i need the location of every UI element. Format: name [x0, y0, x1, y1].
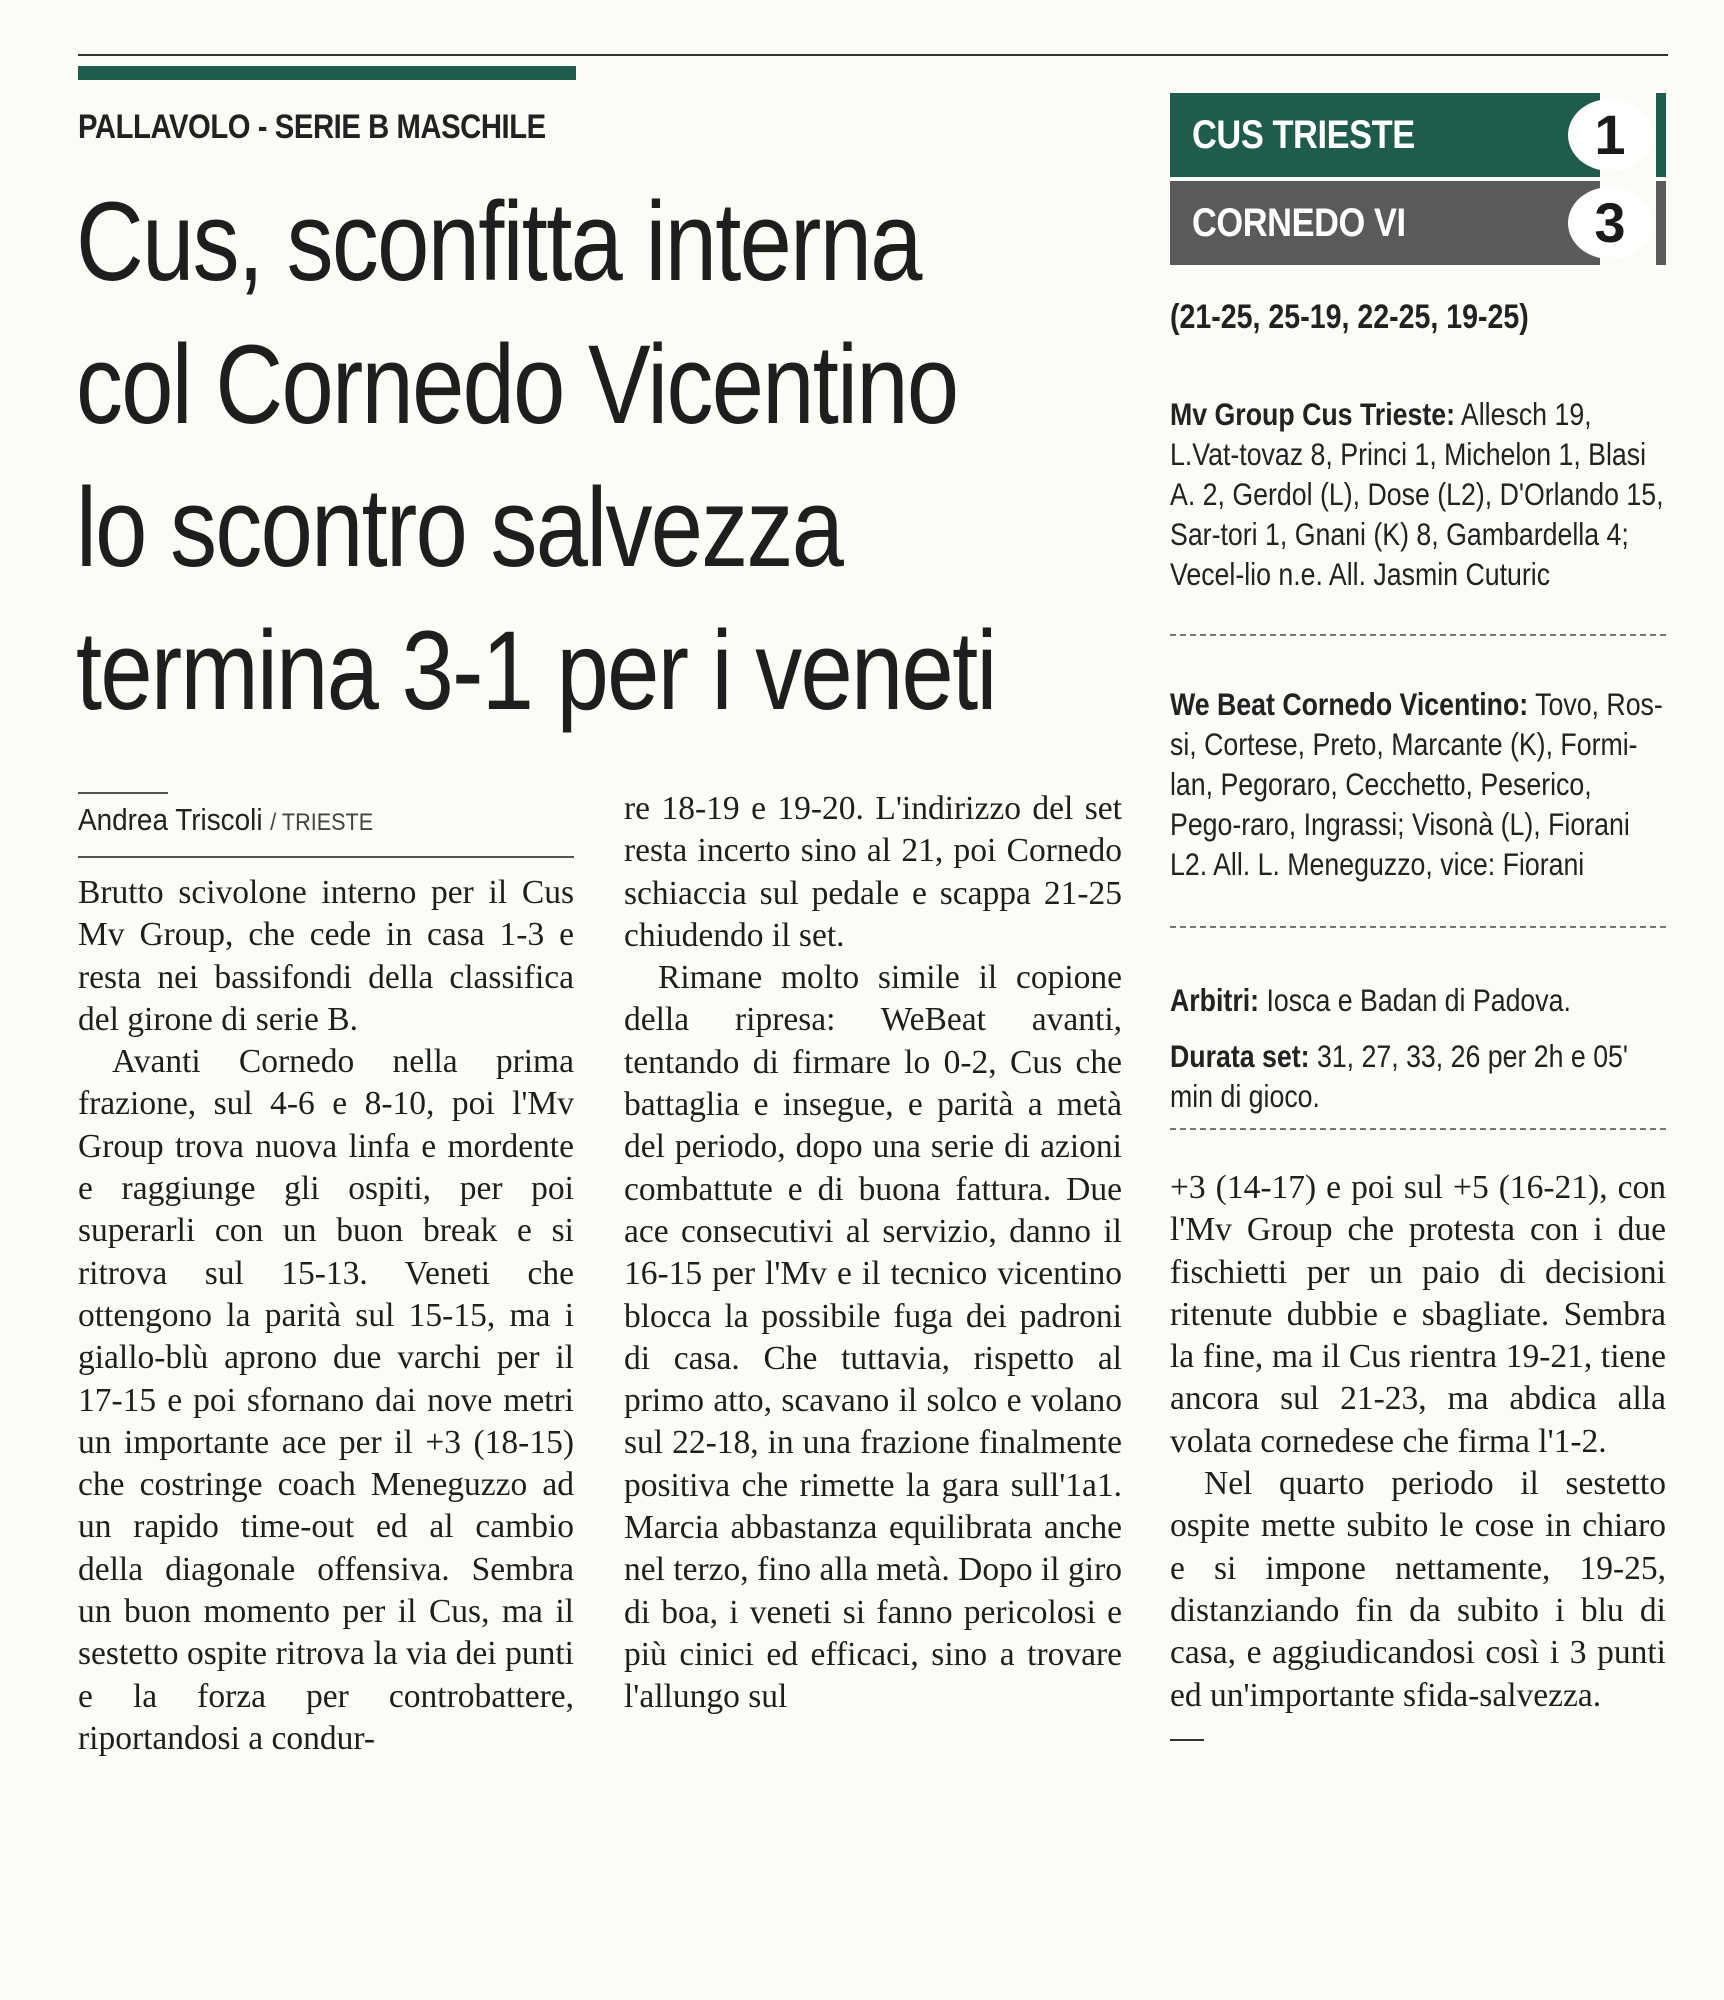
headline-line: termina 3-1 per i veneti	[76, 608, 996, 733]
scoreboard-edge	[1656, 181, 1666, 265]
top-rule	[78, 54, 1668, 56]
byline	[78, 802, 373, 838]
dashed-divider	[1170, 634, 1666, 636]
end-mark	[1170, 1739, 1204, 1741]
away-lineup-text: Tovo, Ros-si, Cortese, Preto, Marcante (K), Formi-lan, Pegoraro, Cecchetto, Peserico, Pego-raro, Ingrassi; Visonà (L), Fiorani L2. All. L. Meneguzzo, vice: Fiorani	[1170, 686, 1663, 882]
away-team-name: CORNEDO VI	[1170, 181, 1600, 265]
paragraph: Nel quarto periodo il sestetto ospite mette subito le cose in chiaro e si impone nettamente, 19-25, distanziando fin da subito i blu di casa, e aggiudicandosi così i 3 punti ed un'importante sfida-salvezza.	[1170, 1465, 1666, 1714]
duration-label: Durata set:	[1170, 1038, 1310, 1074]
away-score: 3	[1568, 187, 1652, 259]
dashed-divider	[1170, 926, 1666, 928]
home-lineup	[1170, 394, 1666, 594]
set-scores: (21-25, 25-19, 22-25, 19-25)	[1170, 298, 1529, 336]
paragraph: Avanti Cornedo nella prima frazione, sul 4-6 e 8-10, poi l'Mv Group trova nuova linfa e mordente e raggiunge gli ospiti, per poi superarli con un buon break e si ritrova sul 15-13. Veneti che ottengono la parità sul 15-15, ma i giallo-blù aprono due varchi per il 17-15 e poi sfornano dai nove metri un importante ace per il +3 (18-15) che costringe coach Meneguzzo ad un rapido time-out ed al cambio della diagonale offensiva. Sembra un buon momento per il Cus, ma il sestetto ospite ritrova la via dei punti e la forza per controbattere, riportandosi a condur-	[78, 1043, 574, 1757]
article-column-1	[78, 872, 574, 1760]
paragraph: re 18-19 e 19-20. L'indirizzo del set resta incerto sino al 21, poi Cornedo schiaccia sul pedale e scappa 21-25 chiudendo il set.	[624, 790, 1122, 954]
headline-line: lo scontro salvezza	[76, 465, 843, 590]
scoreboard-home-row	[1170, 93, 1666, 177]
referees-text: Iosca e Badan di Padova.	[1266, 982, 1571, 1018]
paragraph: Rimane molto simile il copione della ripresa: WeBeat avanti, tentando di firmare lo 0-2, Cus che battaglia e insegue, e parità a metà del periodo, dopo una serie di azioni combattute e di buona fattura. Due ace consecutivi al servizio, danno il 16-15 per l'Mv e il tecnico vicentino blocca la possibile fuga dei padroni di casa. Che tuttavia, rispetto al primo atto, scavano il solco e volano sul 22-18, in una frazione finalmente positiva che rimette la gara sull'1a1. Marcia abbastanza equilibrata anche nel terzo, fino alla metà. Dopo il giro di boa, i veneti si fanno pericolosi e più cinici ed efficaci, sino a trovare l'allungo sul	[624, 959, 1122, 1716]
home-lineup-label: Mv Group Cus Trieste:	[1170, 396, 1455, 432]
author-name: Andrea Triscoli	[78, 802, 263, 837]
byline-rule-bottom	[78, 856, 574, 858]
home-team-name: CUS TRIESTE	[1170, 93, 1600, 177]
article-column-3	[1170, 1167, 1666, 1741]
paragraph: +3 (14-17) e poi sul +5 (16-21), con l'Mv Group che protesta con i due fischietti per un paio di decisioni ritenute dubbie e sbagliate. Sembra la fine, ma il Cus rientra 19-21, tiene ancora sul 21-23, ma abdica alla volata cornedese che firma l'1-2.	[1170, 1169, 1666, 1460]
byline-rule	[78, 792, 168, 794]
dateline-place: / TRIESTE	[270, 809, 374, 836]
section-color-bar	[78, 66, 576, 80]
section-kicker: PALLAVOLO - SERIE B MASCHILE	[78, 108, 546, 146]
dashed-divider	[1170, 1128, 1666, 1130]
away-lineup-label: We Beat Cornedo Vicentino:	[1170, 686, 1529, 722]
headline-line: col Cornedo Vicentino	[76, 322, 958, 447]
headline	[76, 170, 1165, 742]
set-duration	[1170, 1036, 1666, 1116]
duration-text: 31, 27, 33, 26 per 2h e 05' min di gioco.	[1170, 1038, 1629, 1114]
headline-line: Cus, sconfitta interna	[76, 179, 921, 304]
home-lineup-text: Allesch 19, L.Vat-tovaz 8, Princi 1, Michelon 1, Blasi A. 2, Gerdol (L), Dose (L2), D'Orlando 15, Sar-tori 1, Gnani (K) 8, Gambardella 4; Vecel-lio n.e. All. Jasmin Cuturic	[1170, 396, 1664, 592]
home-score: 1	[1568, 99, 1652, 171]
referees-label: Arbitri:	[1170, 982, 1260, 1018]
scoreboard-away-row	[1170, 181, 1666, 265]
away-lineup	[1170, 684, 1666, 884]
scoreboard-edge	[1656, 93, 1666, 177]
referees	[1170, 980, 1666, 1020]
article-column-2	[624, 788, 1122, 1719]
paragraph: Brutto scivolone interno per il Cus Mv Group, che cede in casa 1-3 e resta nei bassifondi della classifica del girone di serie B.	[78, 874, 574, 1038]
